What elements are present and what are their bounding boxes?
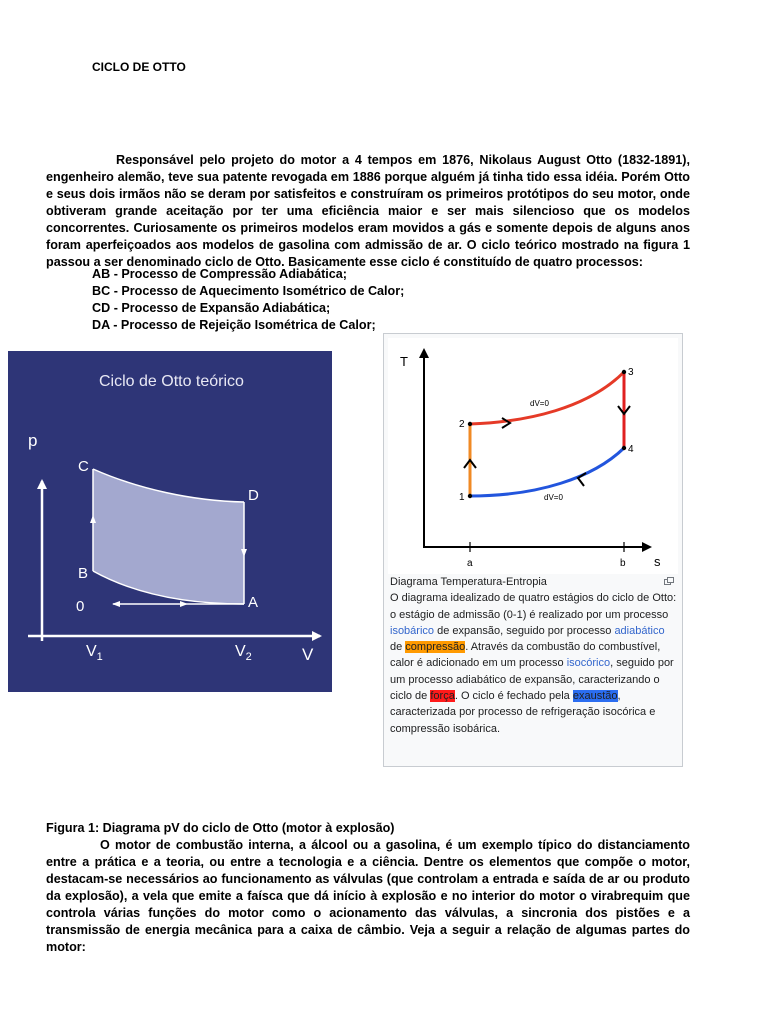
motor-paragraph xyxy=(46,837,690,956)
ts-x-label: s xyxy=(654,554,661,569)
intro-paragraph xyxy=(46,152,690,271)
ts-tick-a-label: a xyxy=(467,558,473,569)
ts-caption-body xyxy=(390,607,678,737)
pv-point-zero: 0 xyxy=(76,598,85,615)
process-da: DA - Processo de Rejeição Isométrica de Calor; xyxy=(92,318,376,332)
figure-caption: Figura 1: Diagrama pV do ciclo de Otto (motor à explosão) xyxy=(46,821,395,835)
caption-part: de xyxy=(390,641,406,654)
ts-curve-4-1 xyxy=(470,448,624,496)
pv-point-d: D xyxy=(248,487,259,504)
pv-x-label: V xyxy=(302,645,314,664)
ts-dot-3 xyxy=(622,370,626,374)
caption-part: , caracterizada por processo de refrigeração isocórica e compressão isobárica. xyxy=(390,690,656,735)
ts-diagram-svg xyxy=(388,338,678,574)
ts-dot-1 xyxy=(468,494,472,498)
caption-part: de expansão, seguido por processo xyxy=(434,624,615,637)
ts-y-label: T xyxy=(400,354,408,369)
pv-arrow-0a-left xyxy=(112,601,120,607)
ts-point-2: 2 xyxy=(459,419,465,430)
ts-tick-b-label: b xyxy=(620,558,626,569)
ts-point-3: 3 xyxy=(628,367,634,378)
pv-v1-label: $V_1$ xyxy=(86,643,103,663)
caption-part: o estágio de admissão (0-1) é realizado por um processo xyxy=(390,608,669,621)
pv-cycle-area xyxy=(93,469,244,604)
pv-point-c: C xyxy=(78,458,89,475)
highlight-forca: força xyxy=(430,690,455,703)
ts-curve-2-3 xyxy=(470,372,624,424)
pv-arrow-0a-right xyxy=(180,601,188,607)
caption-part: . Através da combustão do combustível, calor é adicionado em um processo xyxy=(390,641,661,670)
link-isobarico[interactable]: isobárico xyxy=(390,624,435,637)
pv-v2-label: $V_2$ xyxy=(235,643,252,663)
ts-caption-intro: O diagrama idealizado de quatro estágios do ciclo de Otto: xyxy=(390,592,677,605)
caption-part: . O ciclo é fechado pela xyxy=(454,690,573,703)
ts-diagram-box xyxy=(383,333,683,767)
pv-title: Ciclo de Otto teórico xyxy=(99,373,244,390)
link-isocorico[interactable]: isocórico xyxy=(566,657,611,670)
ts-diagram xyxy=(388,338,678,574)
ts-caption-title: Diagrama Temperatura-Entropia xyxy=(390,576,547,588)
intro-paragraph-text: Responsável pelo projeto do motor a 4 tempos em 1876, Nikolaus August Otto (1832-1891), engenheiro alemão, teve sua patente revogada em 1886 porque alguém já tinha tido essa idéia. Porém Otto e seus dois irmãos não se deram por satisfeitos e construíram os primeiros protótipos do seu motor, onde obtiveram grande aceitação por ter uma eficiência maior e ser mais silencioso que os modelos concorrentes. Curiosamente os primeiros modelos eram movidos a gás e somente depois de alguns anos foram aperfeiçoados aos modelos de gasolina com admissão de ar. O ciclo teórico mostrado na figura 1 passou a ser denominado ciclo de Otto. Basicamente esse ciclo é constituído de quatro processos: xyxy=(46,153,690,269)
pv-point-b: B xyxy=(78,565,89,582)
process-cd: CD - Processo de Expansão Adiabática; xyxy=(92,301,331,315)
ts-point-1: 1 xyxy=(459,492,465,503)
caption-part: , seguido por um processo adiabático de expansão, caracterizando o ciclo de xyxy=(390,657,674,703)
process-ab: AB - Processo de Compressão Adiabática; xyxy=(92,267,347,281)
pv-point-a: A xyxy=(248,594,259,611)
highlight-exaustao: exaustão xyxy=(572,690,618,703)
motor-paragraph-text: O motor de combustão interna, a álcool ou a gasolina, é um exemplo típico do distanciamento entre a prática e a teoria, ou entre a tecnologia e a ciência. Dentre os elementos que compõe o motor, destacam-se necessários ao funcionamento as válvulas (que controlam a entrada e saída de ar ou produto da explosão), a vela que emite a faísca que dá início à explosão e no interior do motor o virabrequim que controla várias funções do motor como o acionamento das válvulas, a sincronia dos pistões e a transmissão de energia mecânica para a caixa de câmbio. Veja a seguir a relação de algumas partes do motor: xyxy=(46,838,690,954)
pv-y-label: p xyxy=(28,431,38,450)
pv-diagram-svg xyxy=(8,351,332,692)
document-title: CICLO DE OTTO xyxy=(92,60,186,74)
link-adiabatico[interactable]: adiabático xyxy=(614,624,665,637)
ts-caption xyxy=(390,574,678,737)
ts-point-4: 4 xyxy=(628,444,634,455)
process-bc: BC - Processo de Aquecimento Isométrico de Calor; xyxy=(92,284,405,298)
pv-diagram xyxy=(8,351,332,692)
ts-dot-2 xyxy=(468,422,472,426)
ts-dot-4 xyxy=(622,446,626,450)
ts-dv-bottom: dV=0 xyxy=(544,493,563,502)
highlight-compressao: compressão xyxy=(405,641,466,654)
ts-dv-top: dV=0 xyxy=(530,399,549,408)
